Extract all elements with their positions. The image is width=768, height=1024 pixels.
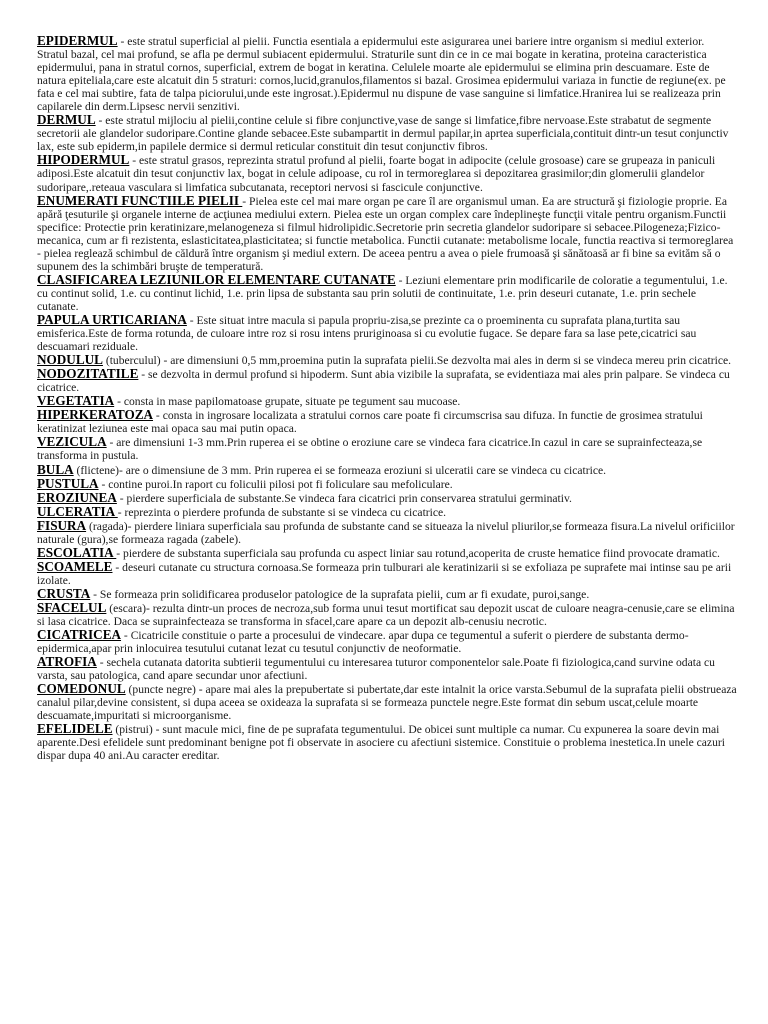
definition-text: (pistrui) - sunt macule mici, fine de pe suprafata tegumentului. De obicei sunt multiple ca numar. Cu expunerea la soare devin mai aparente.Desi efelidele sunt predominant benigne pot fi observate in asociere cu afectiuni sistemice. Constituie o problema inestetica.In unele cazuri dispar dupa 40 ani.Au caracter ereditar. xyxy=(37,723,725,763)
definition-entry xyxy=(37,463,738,477)
term-heading: NODOZITATILE xyxy=(37,366,139,382)
term-heading: SCOAMELE xyxy=(37,558,113,574)
definition-entry xyxy=(37,34,738,113)
definition-entry xyxy=(37,655,738,682)
definition-entry xyxy=(37,722,738,762)
definition-text: - este stratul grasos, reprezinta stratul profund al pielii, foarte bogat in adipocite (celule grosoase) care se grupeaza in paniculi adiposi.Este alcatuit din tesut conjunctiv lax, bogat in celule adipoase, cu rol in termoreglarea si depozitarea grasimilor;din glomerulii glandelor sudoripare,.reteaua vasculara si limfatica subcutanata, receptori nervosi si fascicule conjunctive. xyxy=(37,154,716,194)
term-heading: FISURA xyxy=(37,517,87,533)
definition-entry xyxy=(37,505,738,519)
term-heading: EPIDERMUL xyxy=(37,33,118,48)
definition-entry xyxy=(37,491,738,505)
definition-text: - pierdere de substanta superficiala sau profunda cu aspect liniar sau rotund,acoperita de cruste hematice fiind provocate dramatic. xyxy=(116,546,720,560)
definition-text: - consta in mase papilomatoase grupate, situate pe tegument sau mucoase. xyxy=(114,395,461,409)
definition-text: - deseuri cutanate cu structura cornoasa.Se formeaza prin tulburari ale keratinizarii si se exfoliaza pe suprafete mai intinse sau pe arii izolate. xyxy=(37,560,732,587)
definition-entry xyxy=(37,394,738,408)
term-heading: NODULUL xyxy=(37,352,103,368)
definition-entry xyxy=(37,194,738,273)
term-heading: ENUMERATI FUNCTIILE PIELII xyxy=(37,192,243,208)
definition-text: (ragada)- pierdere liniara superficiala sau profunda de substante cand se situeaza la nivelul pliurilor,se formeaza fisura.La nivelul orificiilor naturale (gura),se formeaza ragada (zabele). xyxy=(37,519,735,546)
definition-entry xyxy=(37,477,738,491)
term-heading: CRUSTA xyxy=(37,585,91,601)
definition-text: - sechela cutanata datorita subtierii tegumentului cu interesarea tuturor componentelor sale.Poate fi fiziologica,cand survine odata cu varsta, sau patologica, cand apare secundar unor afectiuni. xyxy=(37,656,715,683)
definition-text: - Pielea este cel mai mare organ pe care îl are organismul uman. Ea are structură şi fiziologie proprie. Ea apără ţesuturile şi organele interne de acţiunea mediului extern. Pielea este un organ complex care îndeplineşte funcţii vitale pentru organism.Functii specifice: Protectie prin keratinizare,melanogeneza si filmul hidrolipidic.Secretorie prin secretia glandelor sudoripare si sebacee.Pilogeneza;Fizico-mecanica, cum ar fi rezistenta, eslasticitatea,plasticitatea; si functie metabolica. Functii cutanate: metabolisme locale, functia reactiva si termoreglarea - pielea reglează schimbul de căldură între organism şi mediul extern. De aceea pentru a avea o piele frumoasă şi sănătoasă ar fi bine sa evităm să o supunem des la schimbări bruşte de temperatură. xyxy=(37,194,734,273)
definition-text: (puncte negre) - apare mai ales la prepubertate si pubertate,dar este intalnit la orice varsta.Sebumul de la suprafata pielii obstrueaza canalul pilar,devine consistent, si dupa aceea se oxideaza la suprafata si se formeaza punctele negre.Este format din sebum uscat,celule moarte descuamate,impuritati si microorganisme. xyxy=(37,683,737,723)
definition-entry xyxy=(37,519,738,546)
term-heading: HIPERKERATOZA xyxy=(37,407,154,423)
term-heading: CICATRICEA xyxy=(37,627,122,643)
definition-text: (tuberculul) - are dimensiuni 0,5 mm,proemina putin la suprafata pielii.Se dezvolta mai ales in derm si se vindeca mereu prin cicatrice. xyxy=(102,354,732,368)
definition-text: (flictene)- are o dimensiune de 3 mm. Prin ruperea ei se formeaza eroziuni si ulceratii care se vindeca cu cicatrice. xyxy=(73,463,607,477)
definition-entry xyxy=(37,273,738,313)
definition-text: - este stratul superficial al pielii. Functia esentiala a epidermului este asigurarea unei bariere intre organism si mediul exterior. Stratul bazal, cel mai profund, se afla pe dermul subiacent epidermului. Straturile sunt din ce in ce mai bogate in keratina, proteina caracteristica epidermului, pana in stratul cornos, superficial, extrem de bogat in keratina. Celulele moarte ale epidermului se elimina prin descuamare. Este de natura epiteliala,care este alcatuit din 5 straturi: cornos,lucid,granulos,filamentos si bazal. Grosimea epidermului variaza in functie de regiune(ex. pe fata e cel mai subtire, fata de talpa piciorului,unde este ingrosat.).Epidermul nu dispune de vase sanguine si limfatice.Hranirea lui se realizeaza prin capilarele din derm.Lipsesc nervii senzitivi. xyxy=(37,35,726,114)
definition-entry xyxy=(37,153,738,193)
term-heading: DERMUL xyxy=(37,112,96,128)
definition-entry xyxy=(37,408,738,435)
definition-text: - contine puroi.In raport cu foliculii pilosi pot fi foliculare sau mefoliculare. xyxy=(98,477,453,491)
definition-text: - Leziuni elementare prin modificarile de coloratie a tegumentului, 1.e. cu continut solid, 1.e. cu continut lichid, 1.e. prin lipsa de substanta sau prin solutii de continuitate, 1.e. prin deseuri cutanate, 1.e. prin sechele cutanate. xyxy=(37,273,728,313)
definition-text: (escara)- rezulta dintr-un proces de necroza,sub forma unui tesut mortificat sau depozit uscat de culoare neagra-cenusie,care se elimina si lasa cicatrice. Daca se suprainfecteaza se transforma in sfacel,care apare ca un depozit alb-cenusiu necrotic. xyxy=(37,601,735,629)
term-heading: BULA xyxy=(37,461,74,477)
term-heading: VEGETATIA xyxy=(37,393,115,409)
definition-entry xyxy=(37,682,738,722)
definition-entry xyxy=(37,587,738,601)
definition-text: - Se formeaza prin solidificarea produselor patologice de la suprafata pielii, cum ar fi exudate, puroi,sange. xyxy=(90,587,590,601)
term-heading: EROZIUNEA xyxy=(37,489,117,505)
definition-entry xyxy=(37,546,738,560)
definition-text: - consta in ingrosare localizata a stratului cornos care poate fi circumscrisa sau difuza. In functie de grosimea stratului keratinizat leziunea este mai opaca sau mai putin opaca. xyxy=(37,409,703,436)
definition-text: - are dimensiuni 1-3 mm.Prin ruperea ei se obtine o eroziune care se vindeca fara cicatrice.In cazul in care se suprainfecteaza,se transforma in pustula. xyxy=(37,436,703,463)
definition-text: - Este situat intre macula si papula propriu-zisa,se prezinte ca o proeminenta cu suprafata plana,turtita sau emisferica.Este de forma rotunda, de culoare intre roz si rosu intens pruriginoasa si cu evolutie fugace. Se depare fara sa lase pete,cicatrici sau descuamari reziduale. xyxy=(37,313,697,354)
definition-entry xyxy=(37,435,738,462)
term-heading: PUSTULA xyxy=(37,475,99,491)
definition-entry xyxy=(37,601,738,628)
term-heading: CLASIFICAREA LEZIUNILOR ELEMENTARE CUTANATE xyxy=(37,271,396,287)
definition-entry xyxy=(37,313,738,353)
term-heading: SFACELUL xyxy=(37,599,107,615)
definition-text: - reprezinta o pierdere profunda de substante si se vindeca cu cicatrice. xyxy=(117,505,447,519)
definition-text: - este stratul mijlociu al pielii,contine celule si fibre conjunctive,vase de sange si limfatice,fibre nervoase.Este strabatut de segmente secretorii ale glandelor sudoripare.Contine glande sebacee.Este subampartit in dermul papilar,in aprtea superficiala,contituit dintr-un tesut conjunctiv lax, este sub epiderm,in papilele dermice si dermul reticular constituit din tesut conjunctiv fibros. xyxy=(37,114,729,154)
term-heading: ULCERATIA xyxy=(37,503,118,519)
definition-entry xyxy=(37,560,738,587)
term-heading: COMEDONUL xyxy=(37,681,126,697)
term-heading: HIPODERMUL xyxy=(37,152,130,168)
definition-entry xyxy=(37,113,738,153)
definition-text: - se dezvolta in dermul profund si hipoderm. Sunt abia vizibile la suprafata, se evidentiaza mai ales prin palpare. Se vindeca cu cicatrice. xyxy=(37,368,730,395)
definition-text: - Cicatricile constituie o parte a procesului de vindecare. apar dupa ce tegumentul a suferit o pierdere de substanta dermo-epidermica,apar prin inlocuirea tesutului cutanat lezat cu tesutul conjunctiv de neoformatie. xyxy=(37,629,689,656)
definition-text: - pierdere superficiala de substante.Se vindeca fara cicatrici prin conservarea stratului germinativ. xyxy=(116,491,572,505)
definition-entry xyxy=(37,367,738,394)
term-heading: ATROFIA xyxy=(37,654,97,670)
term-heading: ESCOLATIA xyxy=(37,544,117,560)
term-heading: EFELIDELE xyxy=(37,721,113,737)
definition-entry xyxy=(37,628,738,655)
term-heading: VEZICULA xyxy=(37,434,107,450)
term-heading: PAPULA URTICARIANA xyxy=(37,311,187,327)
definition-entry xyxy=(37,353,738,367)
